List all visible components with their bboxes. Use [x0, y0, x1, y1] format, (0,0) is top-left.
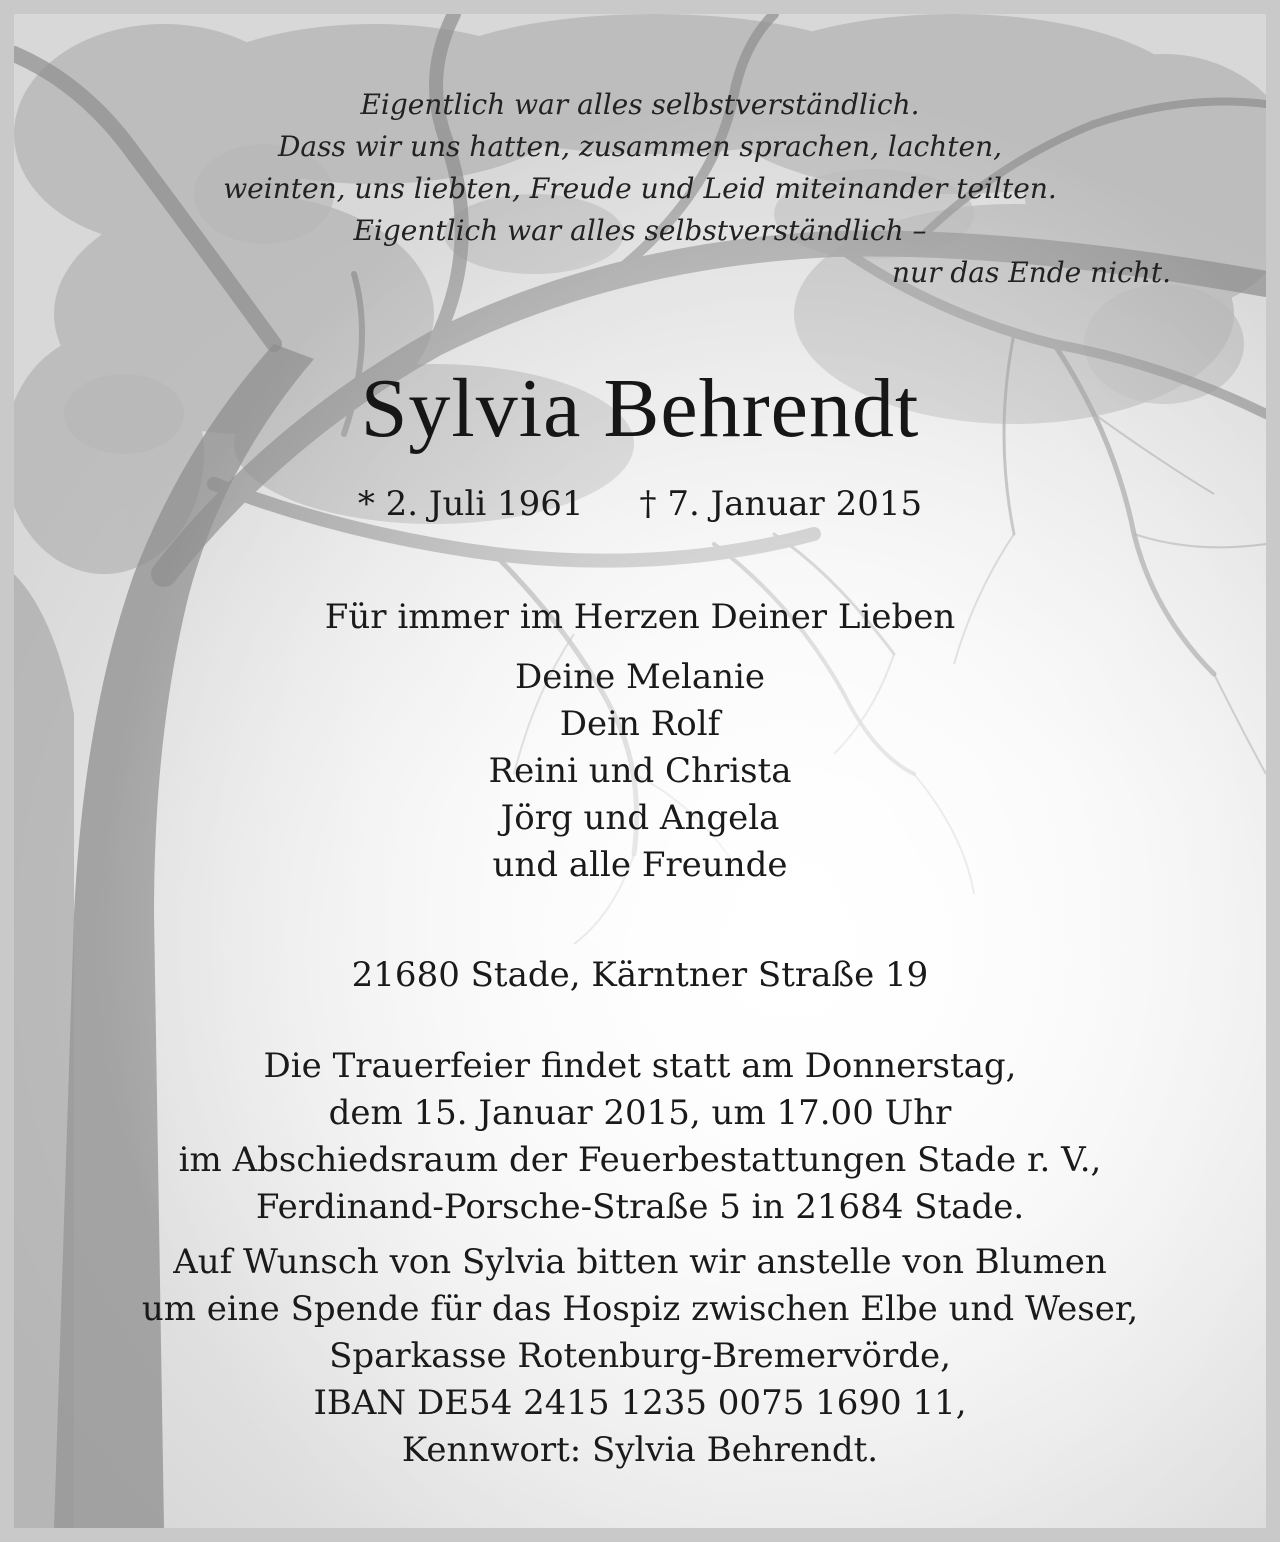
poem-line: Eigentlich war alles selbstverständlich – — [353, 214, 927, 247]
service-line: im Abschiedsraum der Feuerbestattungen Stade r. V., — [178, 1140, 1102, 1180]
mourner-name: Jörg und Angela — [500, 798, 780, 838]
donation-line: Sparkasse Rotenburg-Bremervörde, — [329, 1336, 951, 1376]
mourner-name: Dein Rolf — [559, 704, 721, 744]
service-line: dem 15. Januar 2015, um 17.00 Uhr — [328, 1093, 952, 1133]
service-line: Ferdinand-Porsche-Straße 5 in 21684 Stade. — [255, 1187, 1025, 1227]
life-dates — [14, 480, 1266, 528]
service-line: Die Trauerfeier findet statt am Donnerstag, — [263, 1046, 1017, 1086]
poem-line: weinten, uns liebten, Freude und Leid miteinander teilten. — [223, 172, 1057, 205]
obituary-card — [14, 14, 1266, 1528]
address — [14, 952, 1266, 999]
mourners-list — [14, 654, 1266, 889]
donation-line: um eine Spende für das Hospiz zwischen Elbe und Weser, — [141, 1289, 1139, 1329]
donation-line: IBAN DE54 2415 1235 0075 1690 11, — [313, 1383, 967, 1423]
mourners-intro — [14, 594, 1266, 641]
mourner-name: und alle Freunde — [492, 845, 788, 885]
birth-date: * 2. Juli 1961 — [357, 484, 584, 524]
poem — [14, 84, 1266, 294]
donation-info — [14, 1239, 1266, 1474]
poem-line: Eigentlich war alles selbstverständlich. — [360, 88, 920, 121]
donation-line: Kennwort: Sylvia Behrendt. — [401, 1430, 879, 1470]
address-text: 21680 Stade, Kärntner Straße 19 — [351, 955, 929, 995]
mourners-intro-text: Für immer im Herzen Deiner Lieben — [324, 597, 956, 637]
death-date: † 7. Januar 2015 — [639, 484, 923, 524]
funeral-service-info — [14, 1043, 1266, 1231]
poem-line: nur das Ende nicht. — [892, 256, 1171, 289]
mourner-name: Reini und Christa — [488, 751, 792, 791]
deceased-name: Sylvia Behrendt — [360, 362, 920, 455]
mourner-name: Deine Melanie — [514, 657, 766, 697]
donation-line: Auf Wunsch von Sylvia bitten wir anstelle von Blumen — [173, 1242, 1107, 1282]
poem-line: Dass wir uns hatten, zusammen sprachen, lachten, — [277, 130, 1003, 163]
